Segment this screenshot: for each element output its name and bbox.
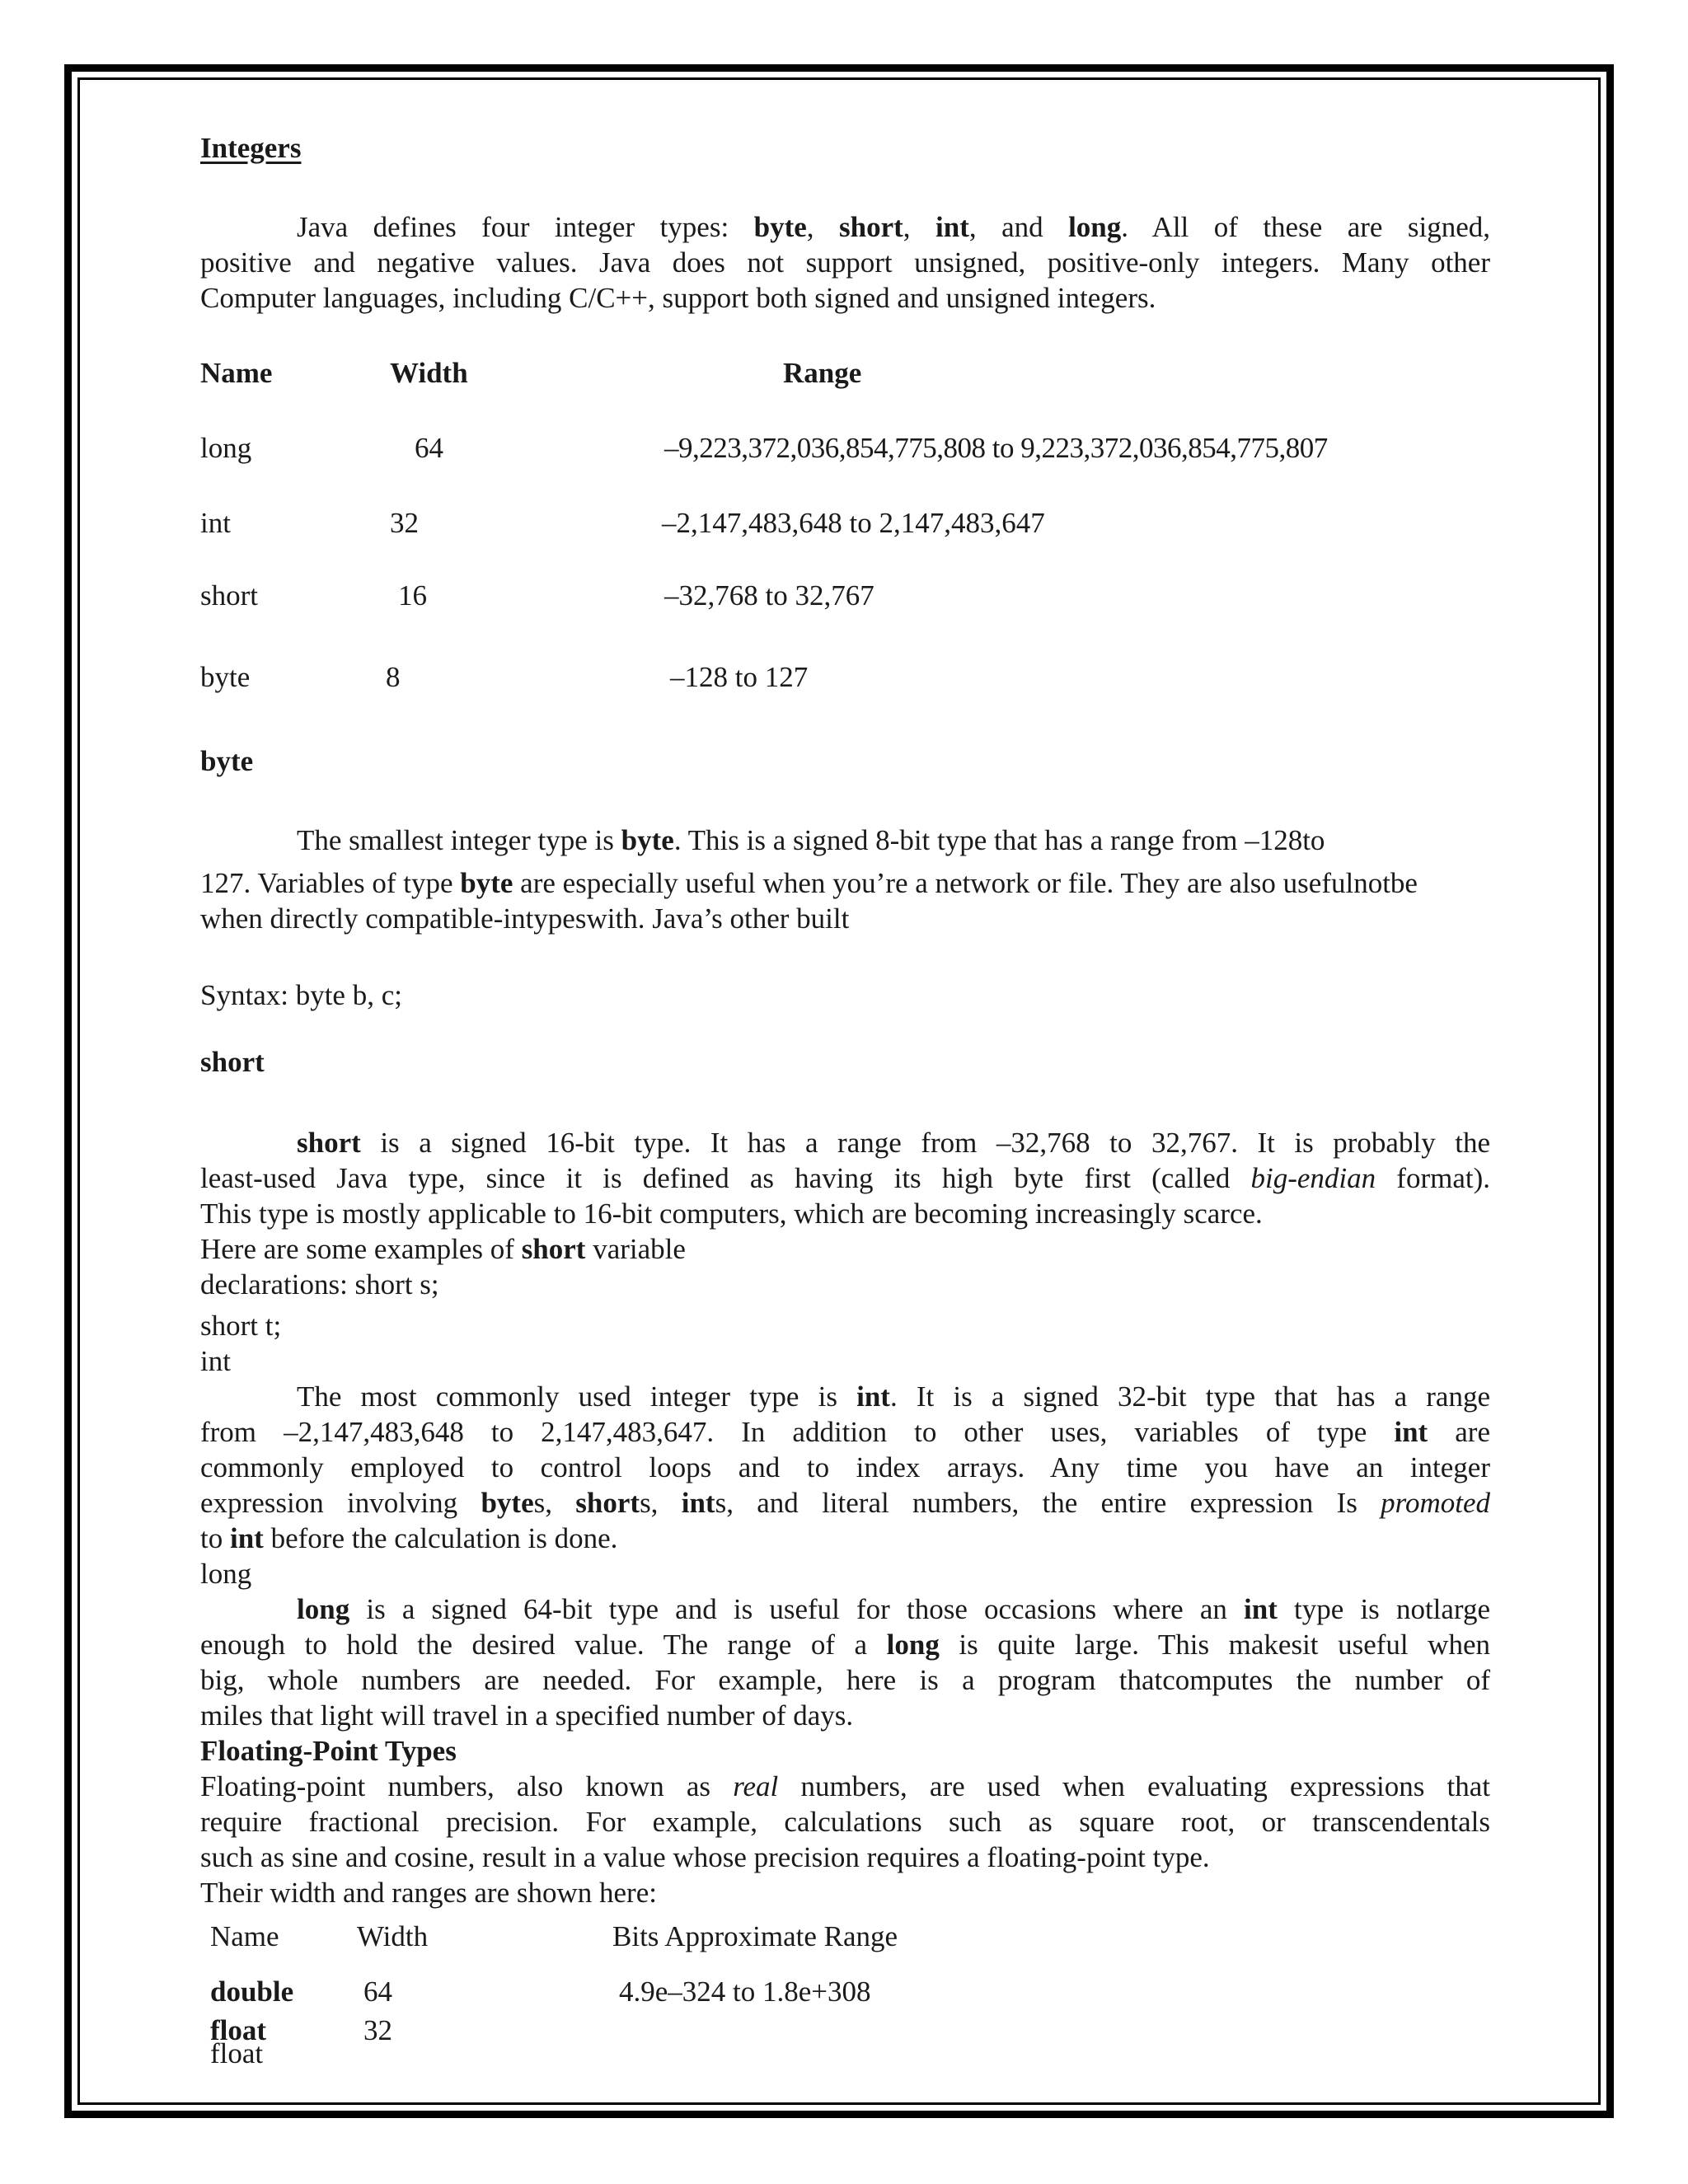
int-para-line1: The most commonly used integer type is int. It is a signed 32-bit type that has a range — [297, 1380, 1490, 1413]
float-trailing-label: float — [210, 2037, 264, 2069]
integer-table-name-header: Name — [200, 357, 273, 389]
int-para-line3: commonly employed to control loops and to index arrays. Any time you have an integer — [200, 1451, 1490, 1483]
long-label: long — [200, 1558, 252, 1590]
byte-heading: byte — [200, 745, 254, 777]
floating-para-line1: Floating-point numbers, also known as real numbers, are used when evaluating expressions that — [200, 1770, 1490, 1802]
table-cell-range: –2,147,483,648 to 2,147,483,647 — [662, 507, 1045, 539]
integer-table-range-header: Range — [783, 357, 862, 389]
table-cell-width: 64 — [363, 1975, 392, 2008]
integers-intro-line3: Computer languages, including C/C++, support both signed and unsigned integers. — [200, 282, 1156, 314]
table-cell-width: 8 — [386, 661, 401, 693]
table-cell-range: –9,223,372,036,854,775,808 to 9,223,372,036,854,775,807 — [664, 432, 1328, 464]
byte-para-line3: when directly compatible-intypeswith. Java’s other built — [200, 902, 850, 935]
long-para-line4: miles that light will travel in a specified number of days. — [200, 1699, 854, 1732]
floating-para-line4: Their width and ranges are shown here: — [200, 1877, 657, 1909]
table-cell-width: 64 — [415, 432, 443, 464]
float-table-range-header: Bits Approximate Range — [612, 1920, 898, 1952]
table-cell-name: short — [200, 579, 258, 612]
short-examples-line: Here are some examples of short variable — [200, 1233, 686, 1265]
short-para-line3: This type is mostly applicable to 16-bit computers, which are becoming increasingly scarce. — [200, 1197, 1263, 1230]
floating-para-line2: require fractional precision. For example, calculations such as square root, or transcendentals — [200, 1806, 1490, 1838]
float-table-name-header: Name — [210, 1920, 279, 1952]
short-declarations-line: declarations: short s; — [200, 1268, 439, 1301]
table-cell-name: float — [210, 2014, 267, 2046]
short-declaration-t: short t; — [200, 1310, 282, 1342]
integer-table-width-header: Width — [390, 357, 468, 389]
table-cell-name: byte — [200, 661, 251, 693]
byte-para-line1: The smallest integer type is byte. This is a signed 8-bit type that has a range from –128to — [297, 824, 1325, 856]
byte-para-line2: 127. Variables of type byte are especially useful when you’re a network or file. They are also usefulnotbe — [200, 867, 1418, 899]
byte-syntax: Syntax: byte b, c; — [200, 979, 402, 1011]
int-para-line5: to int before the calculation is done. — [200, 1522, 618, 1554]
table-cell-name: long — [200, 432, 252, 464]
table-cell-range: –32,768 to 32,767 — [664, 579, 874, 612]
table-cell-name: int — [200, 507, 231, 539]
table-cell-range: 4.9e–324 to 1.8e+308 — [619, 1975, 871, 2008]
table-cell-width: 32 — [363, 2014, 392, 2046]
short-heading: short — [200, 1046, 265, 1078]
short-para-line2: least-used Java type, since it is defined as having its high byte first (called big-endian format). — [200, 1162, 1490, 1194]
integers-intro-line2: positive and negative values. Java does not support unsigned, positive-only integers. Many other — [200, 246, 1490, 279]
long-para-line3: big, whole numbers are needed. For example, here is a program thatcomputes the number of — [200, 1664, 1490, 1696]
table-cell-width: 16 — [398, 579, 427, 612]
floating-point-heading: Floating-Point Types — [200, 1735, 457, 1767]
floating-para-line3: such as sine and cosine, result in a value whose precision requires a floating-point type. — [200, 1841, 1210, 1873]
table-cell-width: 32 — [390, 507, 419, 539]
table-cell-range: –128 to 127 — [670, 661, 809, 693]
integers-heading: Integers — [200, 132, 302, 164]
int-para-line2: from –2,147,483,648 to 2,147,483,647. In addition to other uses, variables of type int are — [200, 1416, 1490, 1448]
float-table-width-header: Width — [357, 1920, 429, 1952]
int-label: int — [200, 1345, 231, 1377]
long-para-line1: long is a signed 64-bit type and is useful for those occasions where an int type is notlarge — [297, 1593, 1490, 1625]
integers-intro-line1: Java defines four integer types: byte, short, int, and long. All of these are signed, — [297, 211, 1491, 243]
long-para-line2: enough to hold the desired value. The range of a long is quite large. This makesit useful when — [200, 1629, 1490, 1661]
int-para-line4: expression involving bytes, shorts, ints, and literal numbers, the entire expression Is promoted — [200, 1487, 1490, 1519]
table-cell-name: double — [210, 1975, 294, 2008]
short-para-line1: short is a signed 16-bit type. It has a range from –32,768 to 32,767. It is probably the — [297, 1127, 1490, 1159]
